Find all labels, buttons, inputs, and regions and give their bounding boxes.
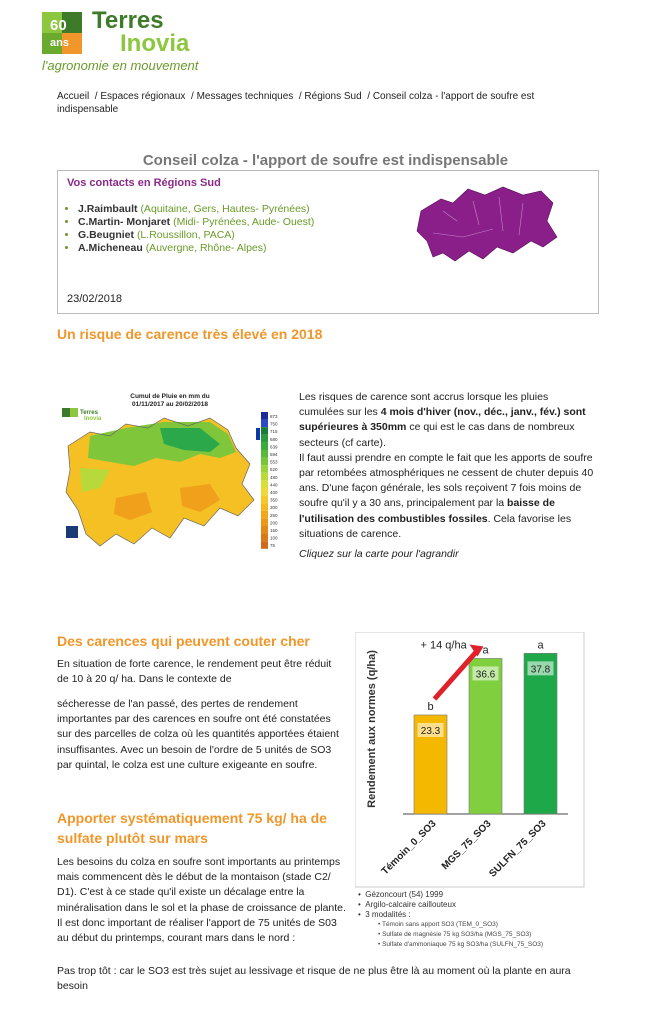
legend-swatch [261, 435, 268, 443]
note-sub-text: Témoin sans apport SO3 (TEM_0_SO3) [381, 921, 498, 928]
legend-swatch [261, 511, 268, 519]
note-text: 3 modalités : [365, 910, 411, 919]
bar-significance-letter: a [537, 639, 544, 652]
note-sub-text: Sulfate d'ammoniaque 75 kg SO3/ha (SULFN_75_SO3) [382, 941, 544, 948]
breadcrumb: Accueil / Espaces régionaux / Messages techniques / Régions Sud / Conseil colza - l'apport de soufre est indispensable [57, 91, 535, 115]
contact-item[interactable] [78, 229, 314, 242]
legend-swatch [261, 442, 268, 450]
yield-chart-svg [355, 632, 585, 888]
legend-label: 75 [270, 543, 276, 549]
contact-name: C.Martin- Monjaret [78, 216, 171, 228]
svg-text:ans: ans [50, 37, 69, 49]
logo-name-line2: Inovia [120, 30, 190, 57]
section1-text-bold2: baisse de l'utilisation des combustibles fossiles [299, 497, 555, 525]
rainfall-map[interactable] [60, 388, 280, 558]
logo-badge[interactable] [42, 12, 82, 54]
legend-swatch [261, 465, 268, 473]
legend-label: 440 [270, 482, 278, 488]
legend-label: 680 [270, 436, 278, 442]
note-sub: • Témoin sans apport SO3 (TEM_0_SO3) [378, 921, 498, 928]
contact-area: (L.Roussillon, PACA) [136, 229, 235, 241]
svg-text:Terres: Terres [80, 410, 98, 416]
logo-tagline: l'agronomie en mouvement [42, 58, 199, 73]
legend-swatch [261, 488, 268, 496]
section2-text-a: En situation de forte carence, le rendement peut être réduit de 10 à 20 q/ ha. Dans le contexte de [57, 658, 332, 686]
contact-area: (Aquitaine, Gers, Hautes- Pyrénées) [140, 203, 310, 215]
legend-label: 594 [270, 452, 278, 457]
legend-label: 715 [270, 429, 278, 435]
bar-value-label: 37.8 [530, 664, 551, 676]
bar-value-label: 36.6 [475, 669, 496, 681]
x-tick-label: SULFN_75_SO3 [487, 818, 549, 880]
legend-label: 639 [270, 444, 278, 450]
legend-label: 350 [270, 497, 278, 503]
increase-annotation: + 14 q/ha [420, 639, 467, 652]
legend-label: 520 [270, 467, 278, 473]
legend-label: 300 [270, 505, 278, 511]
section3-text-a: Les besoins du colza en soufre sont importants au printemps mais commencent dès le début de la montaison (stade C2/ D1). C'est à ce stade qu'il existe un décalage entre la minéralisation dans le sol et la phase de croissance de plante. Il est donc important de réaliser l'apport de 75 unités de S03 au début du printemps, courant mars dans le nord : [57, 856, 346, 945]
legend-label: 100 [270, 535, 278, 541]
section1-text-d: . Cela favorise les situations de carence. [299, 512, 572, 540]
contact-item[interactable] [78, 203, 314, 216]
rainfall-map-image [60, 388, 280, 558]
note-sub-text: Sulfate de magnésie 75 kg SO3/ha (MGS_75_SO3) [382, 931, 532, 938]
svg-text:Inovia: Inovia [84, 416, 102, 422]
legend-swatch [261, 458, 268, 466]
legend-swatch [261, 420, 268, 428]
legend-swatch [261, 518, 268, 526]
legend-swatch [261, 480, 268, 488]
legend-swatch [261, 473, 268, 481]
breadcrumb-current: Conseil colza - l'apport de soufre est indispensable [57, 91, 535, 115]
section1-text [299, 390, 594, 562]
section1-text-bold1: 4 mois d'hiver (nov., déc., janv., fév.) sont supérieures à 350mm [299, 406, 586, 434]
legend-label: 400 [270, 490, 278, 495]
note-item: • Argilo-calcaire caillouteux [358, 900, 456, 909]
bar-significance-letter: b [427, 700, 434, 713]
contact-name: A.Micheneau [78, 242, 143, 254]
legend-swatch [261, 427, 268, 435]
legend-swatch [261, 541, 268, 549]
legend-label: 480 [270, 474, 278, 480]
svg-text:Cumul de Pluie en mm du: Cumul de Pluie en mm du [130, 393, 210, 400]
bar-significance-letter: a [482, 644, 489, 657]
section1-text-c: Il faut aussi prendre en compte le fait que les apports de soufre par retombées atmosphériques ne cessent de chuter depuis 40 ans. D'une façon générale, les sols reçoivent 7 fois moins de soufre qu'il y a 30 ans, principalement par la [299, 451, 594, 510]
legend-label: 873 [270, 414, 278, 419]
bar [524, 653, 557, 814]
y-axis-label: Rendement aux normes (q/ha) [366, 650, 378, 808]
publish-date: 23/02/2018 [67, 293, 123, 305]
note-text: Argilo-calcaire caillouteux [365, 900, 456, 909]
contact-area: (Auvergne, Rhône- Alpes) [145, 242, 267, 254]
legend-swatch [261, 496, 268, 504]
bar-value-label: 23.3 [420, 725, 441, 737]
note-item: • 3 modalités : [358, 910, 411, 919]
contact-area: (Midi- Pyrénées, Aude- Ouest) [173, 216, 315, 228]
contacts-heading: Vos contacts en Régions Sud [67, 177, 221, 189]
note-sub: • Sulfate d'ammoniaque 75 kg SO3/ha (SULFN_75_SO3) [378, 941, 544, 948]
section2-text-b: sécheresse de l'an passé, des pertes de rendement importantes par des carences en soufre ont été constatées sur des parcelles de colza où les quantités apportées étaient insuffisantes. Avec un besoin de l'ordre de 5 unités de SO3 par quintal, le colza est une culture exigeante en soufre. [57, 698, 339, 771]
x-tick-label: MGS_75_SO3 [439, 818, 494, 873]
contact-item[interactable] [78, 242, 314, 255]
section3-text-b: Pas trop tôt : car le SO3 est très sujet au lessivage et risque de ne plus être là au moment où la plante en aura besoin [57, 965, 571, 993]
legend-label: 250 [270, 512, 278, 518]
breadcrumb-messages[interactable]: Messages techniques [196, 91, 294, 102]
contacts-box [57, 170, 599, 314]
contact-name: J.Raimbault [78, 203, 138, 215]
legend-label: 200 [270, 520, 278, 526]
breadcrumb-regions-sud[interactable]: Régions Sud [304, 91, 362, 102]
svg-text:60: 60 [50, 17, 67, 34]
yield-chart [355, 632, 585, 902]
contacts-list [68, 203, 314, 255]
legend-swatch [261, 526, 268, 534]
legend-swatch [261, 534, 268, 542]
note-item: • Gézoncourt (54) 1999 [358, 890, 444, 899]
section1-text-a: Les risques de carence sont accrus lorsque les pluies cumulées sur les [299, 391, 549, 419]
legend-label: 553 [270, 459, 278, 465]
contact-item[interactable] [78, 216, 314, 229]
breadcrumb-home[interactable]: Accueil [57, 91, 90, 102]
section-title-carences: Des carences qui peuvent couter cher [57, 633, 310, 649]
note-text: Gézoncourt (54) 1999 [365, 890, 444, 899]
legend-swatch [261, 412, 268, 420]
section1-text-b: ce qui est le cas dans de nombreux secteurs (cf carte). [299, 421, 575, 449]
page-title: Conseil colza - l'apport de soufre est indispensable [142, 152, 509, 169]
logo-name-line1: Terres [92, 7, 164, 34]
bar [469, 658, 502, 814]
svg-text:01/11/2017 au 20/02/2018: 01/11/2017 au 20/02/2018 [132, 401, 208, 408]
breadcrumb-espaces[interactable]: Espaces régionaux [100, 91, 186, 102]
map-enlarge-link[interactable]: Cliquez sur la carte pour l'agrandir [299, 548, 459, 561]
logo-squares-icon [42, 12, 82, 54]
legend-swatch [261, 450, 268, 458]
chart-notes [358, 890, 543, 950]
note-sub: • Sulfate de magnésie 75 kg SO3/ha (MGS_75_SO3) [378, 931, 532, 938]
section-title-apporter: Apporter systématiquement 75 kg/ ha de sulfate plutôt sur mars [57, 810, 327, 846]
legend-label: 150 [270, 528, 278, 533]
region-map-icon [413, 181, 563, 271]
legend-label: 750 [270, 421, 278, 427]
section-title-risque: Un risque de carence très élevé en 2018 [57, 326, 323, 342]
x-tick-label: Témoin_0_SO3 [379, 818, 439, 878]
contact-name: G.Beugniet [78, 229, 135, 241]
legend-swatch [261, 503, 268, 511]
